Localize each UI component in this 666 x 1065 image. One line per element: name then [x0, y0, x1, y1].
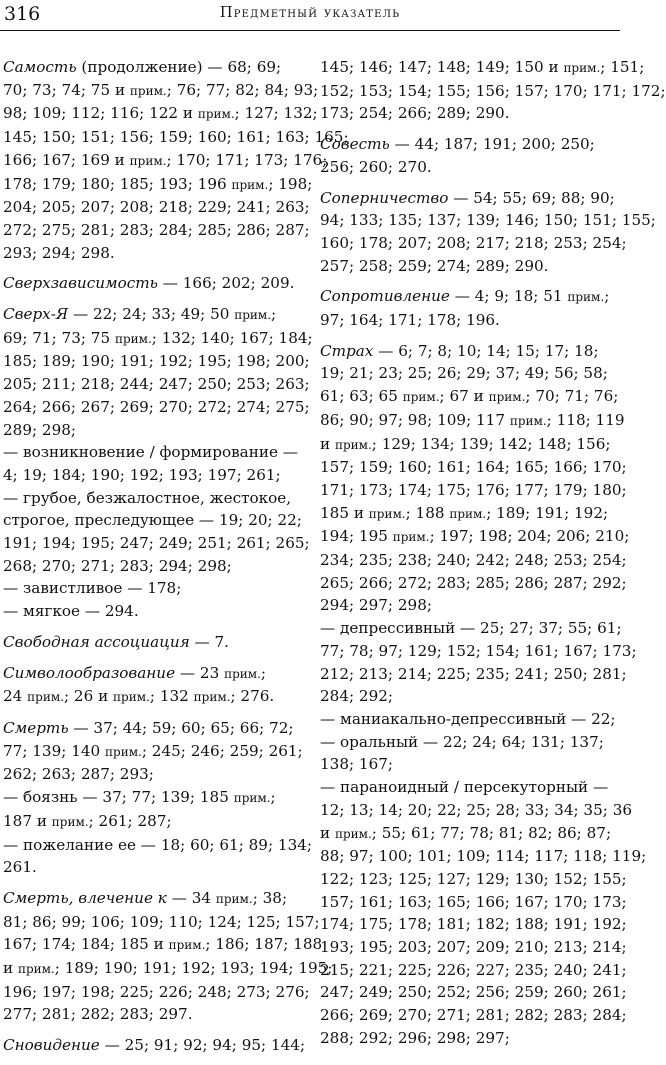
- index-line: 61; 63; 65 прим.; 67 и прим.; 70; 71; 76;: [320, 387, 619, 406]
- index-heading: Страх: [320, 341, 374, 360]
- index-heading: Символообразование: [3, 663, 176, 682]
- index-line: 178; 179; 180; 185; 193; 196 прим.; 198;: [3, 174, 313, 193]
- index-references: — 37; 44; 59; 60; 65; 66; 72;: [73, 718, 294, 737]
- index-line: 215; 221; 225; 226; 227; 235; 240; 241;: [320, 960, 627, 979]
- page-number: 316: [4, 3, 41, 25]
- index-line: 191; 194; 195; 247; 249; 251; 261; 265;: [3, 534, 310, 553]
- index-heading: Самость: [3, 58, 77, 76]
- index-line: 212; 213; 214; 225; 235; 241; 250; 281;: [320, 664, 627, 683]
- index-line: [3, 272, 298, 295]
- index-line: [3, 717, 298, 740]
- index-line: 289; 298;: [3, 420, 77, 439]
- index-line: 94; 133; 135; 137; 139; 146; 150; 151; 155;: [320, 211, 656, 230]
- index-line: 138; 167;: [320, 755, 394, 774]
- index-line: 145; 146; 147; 148; 149; 150 и прим.; 151;: [320, 58, 645, 76]
- index-line: 160; 178; 207; 208; 217; 218; 253; 254;: [320, 233, 627, 252]
- index-column-right: [320, 56, 666, 1058]
- index-line: — пожелание ее — 18; 60; 61; 89; 134;: [3, 835, 313, 854]
- index-line: и прим.; 129; 134; 139; 142; 148; 156;: [320, 434, 611, 453]
- index-line: 265; 266; 272; 283; 285; 286; 287; 292;: [320, 573, 627, 592]
- index-references: — 4; 9; 18; 51 прим.;: [454, 287, 610, 306]
- index-entry: [3, 631, 298, 654]
- index-line: 185; 189; 190; 191; 192; 195; 198; 200;: [3, 352, 310, 371]
- index-line: [320, 187, 615, 210]
- index-entry: [3, 717, 313, 879]
- index-line: [320, 133, 615, 156]
- index-line: [3, 303, 298, 327]
- index-line: 234; 235; 238; 240; 242; 248; 253; 254;: [320, 551, 627, 570]
- index-entry: [3, 1034, 306, 1057]
- index-entry: [3, 303, 313, 623]
- index-line: 293; 294; 298.: [3, 243, 115, 262]
- index-line: 122; 123; 125; 127; 129; 130; 152; 155;: [320, 869, 627, 888]
- index-line: 194; 195 прим.; 197; 198; 204; 206; 210;: [320, 527, 630, 546]
- index-heading: Сверхзависимость: [3, 274, 158, 293]
- index-line: 12; 13; 14; 20; 22; 25; 28; 33; 34; 35; 36: [320, 800, 633, 819]
- index-references: — 54; 55; 69; 88; 90;: [453, 188, 615, 207]
- index-line: 268; 270; 271; 283; 294; 298;: [3, 556, 232, 575]
- index-line: — маниакально-депрессивный — 22;: [320, 709, 616, 728]
- index-line: 277; 281; 282; 283; 297.: [3, 1005, 193, 1024]
- index-entry: [3, 56, 349, 264]
- index-heading: Свободная ассоциация: [3, 632, 190, 651]
- index-line: 264; 266; 267; 269; 270; 272; 274; 275;: [3, 397, 310, 416]
- index-line: 204; 205; 207; 208; 218; 229; 241; 263;: [3, 198, 310, 217]
- index-heading: Совесть: [320, 135, 390, 154]
- index-entry: [3, 272, 298, 295]
- index-line: 266; 269; 270; 271; 281; 282; 283; 284;: [320, 1006, 627, 1025]
- index-line: — оральный — 22; 24; 64; 131; 137;: [320, 732, 604, 751]
- index-line: 77; 139; 140 прим.; 245; 246; 259; 261;: [3, 741, 303, 760]
- index-line: 77; 78; 97; 129; 152; 154; 161; 167; 173;: [320, 641, 637, 660]
- index-line: — возникновение / формирование —: [3, 443, 298, 462]
- index-references: — 7.: [194, 632, 230, 651]
- index-references: (продолжение) — 68; 69;: [81, 58, 282, 76]
- index-line: 86; 90; 97; 98; 109; 117 прим.; 118; 119: [320, 410, 625, 429]
- index-entry: [3, 887, 333, 1026]
- index-references: — 23 прим.;: [179, 663, 267, 682]
- index-heading: Сверх-Я: [3, 305, 69, 324]
- index-line: 69; 71; 73; 75 прим.; 132; 140; 167; 184;: [3, 328, 313, 347]
- index-heading: Сновидение: [3, 1036, 100, 1055]
- index-line: 205; 211; 218; 244; 247; 250; 253; 263;: [3, 375, 310, 394]
- index-references: — 34 прим.; 38;: [171, 888, 288, 907]
- index-heading: Соперничество: [320, 188, 449, 207]
- index-entry: [320, 56, 666, 125]
- index-references: — 166; 202; 209.: [162, 274, 295, 293]
- index-line: 98; 109; 112; 116; 122 и прим.; 127; 132;: [3, 104, 318, 123]
- index-line: 81; 86; 99; 106; 109; 110; 124; 125; 157;: [3, 912, 320, 931]
- index-references: — 25; 91; 92; 94; 95; 144;: [104, 1036, 306, 1055]
- index-line: [3, 887, 298, 911]
- index-line: 284; 292;: [320, 687, 394, 706]
- index-line: 19; 21; 23; 25; 26; 29; 37; 49; 56; 58;: [320, 364, 608, 383]
- index-line: 167; 174; 184; 185 и прим.; 186; 187; 188: [3, 935, 323, 954]
- index-line: 173; 254; 266; 289; 290.: [320, 104, 510, 123]
- index-references: — 6; 7; 8; 10; 14; 15; 17; 18;: [378, 341, 599, 360]
- index-line: 262; 263; 287; 293;: [3, 765, 154, 784]
- index-line: 187 и прим.; 261; 287;: [3, 811, 172, 830]
- index-line: 24 прим.; 26 и прим.; 132 прим.; 276.: [3, 687, 275, 706]
- running-title: Предметный указатель: [219, 5, 401, 21]
- index-line: 70; 73; 74; 75 и прим.; 76; 77; 82; 84; 93;: [3, 80, 319, 99]
- index-line: [3, 1034, 306, 1057]
- index-line: — боязнь — 37; 77; 139; 185 прим.;: [3, 788, 276, 807]
- index-line: 294; 297; 298;: [320, 596, 432, 615]
- index-entry: [320, 133, 615, 178]
- index-line: — грубое, безжалостное, жестокое,: [3, 488, 292, 507]
- index-line: 174; 175; 178; 181; 182; 188; 191; 192;: [320, 915, 627, 934]
- index-heading: Сопротивление: [320, 287, 450, 306]
- index-line: — мягкое — 294.: [3, 602, 139, 621]
- index-line: 261.: [3, 858, 37, 877]
- index-line: — параноидный / персекуторный —: [320, 778, 609, 797]
- index-line: — депрессивный — 25; 27; 37; 55; 61;: [320, 619, 622, 638]
- index-line: 97; 164; 171; 178; 196.: [320, 311, 500, 330]
- index-line: 171; 173; 174; 175; 176; 177; 179; 180;: [320, 480, 627, 499]
- index-line: 272; 275; 281; 283; 284; 285; 286; 287;: [3, 220, 310, 239]
- index-line: 152; 153; 154; 155; 156; 157; 170; 171; 172;: [320, 81, 666, 100]
- index-line: 185 и прим.; 188 прим.; 189; 191; 192;: [320, 503, 609, 522]
- index-line: [320, 340, 615, 363]
- index-line: и прим.; 189; 190; 191; 192; 193; 194; 195;: [3, 959, 333, 978]
- index-line: 256; 260; 270.: [320, 157, 432, 176]
- index-line: [3, 56, 298, 79]
- index-line: 288; 292; 296; 298; 297;: [320, 1028, 510, 1047]
- index-entry: [320, 285, 615, 331]
- index-heading: Смерть: [3, 718, 69, 737]
- index-line: 157; 161; 163; 165; 166; 167; 170; 173;: [320, 892, 627, 911]
- index-line: [3, 662, 298, 686]
- index-line: 157; 159; 160; 161; 164; 165; 166; 170;: [320, 458, 627, 477]
- index-line: — завистливое — 178;: [3, 579, 182, 598]
- running-header: [0, 0, 620, 31]
- index-line: [320, 285, 615, 309]
- index-line: 145; 150; 151; 156; 159; 160; 161; 163; 165;: [3, 128, 349, 147]
- index-line: 166; 167; 169 и прим.; 170; 171; 173; 176;: [3, 150, 328, 169]
- index-line: 196; 197; 198; 225; 226; 248; 273; 276;: [3, 982, 310, 1001]
- index-references: — 22; 24; 33; 49; 50 прим.;: [72, 305, 277, 324]
- index-line: 247; 249; 250; 252; 256; 259; 260; 261;: [320, 983, 627, 1002]
- index-line: строгое, преследующее — 19; 20; 22;: [3, 511, 302, 530]
- index-line: и прим.; 55; 61; 77; 78; 81; 82; 86; 87;: [320, 823, 612, 842]
- index-line: 257; 258; 259; 274; 289; 290.: [320, 256, 549, 275]
- index-line: [3, 631, 298, 654]
- index-entry: [320, 187, 656, 278]
- index-entry: [320, 340, 647, 1050]
- index-line: 193; 195; 203; 207; 209; 210; 213; 214;: [320, 938, 627, 957]
- index-entry: [3, 662, 298, 709]
- index-line: 88; 97; 100; 101; 109; 114; 117; 118; 119;: [320, 847, 647, 866]
- index-line: 4; 19; 184; 190; 192; 193; 197; 261;: [3, 465, 281, 484]
- index-references: — 44; 187; 191; 200; 250;: [394, 135, 595, 154]
- index-heading: Смерть, влечение к: [3, 888, 167, 907]
